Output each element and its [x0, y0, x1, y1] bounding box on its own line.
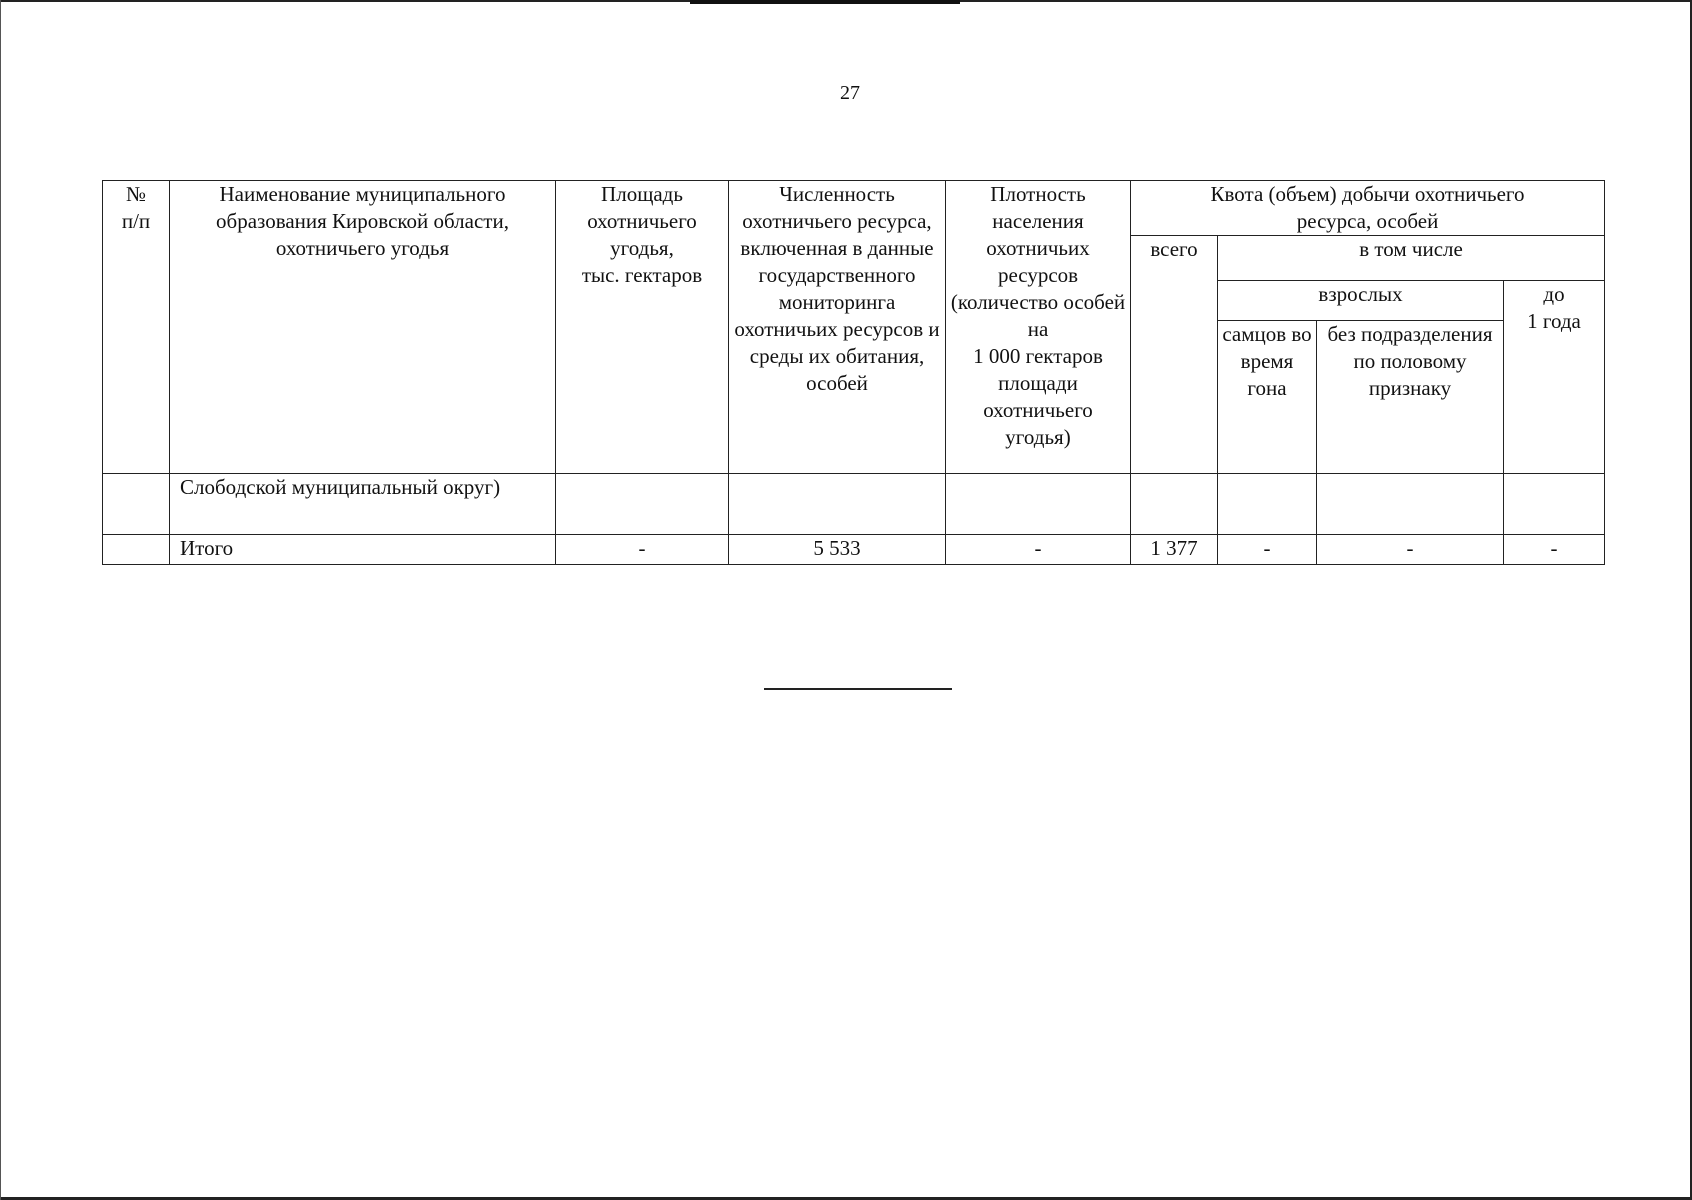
header-count: Численность охотничьего ресурса, включенная в данные государственного мониторинга охотничьих ресурсов и среды их обитания, особей	[729, 181, 946, 474]
header-name: Наименование муниципального образования Кировской области, охотничьего угодья	[170, 181, 556, 474]
scan-border-top-mark	[690, 0, 960, 4]
header-including: в том числе	[1218, 236, 1605, 281]
header-males-rut: самцов во время гона	[1218, 321, 1317, 474]
page-number: 27	[840, 82, 860, 104]
header-under-1-year: до 1 года	[1504, 281, 1605, 474]
total-males-rut: -	[1218, 535, 1317, 565]
document-end-rule	[764, 688, 952, 690]
total-area: -	[556, 535, 729, 565]
header-quota-group: Квота (объем) добычи охотничьего ресурса, особей	[1131, 181, 1605, 236]
header-density: Плотность населения охотничьих ресурсов (количество особей на 1 000 гектаров площади охотничьего угодья)	[946, 181, 1131, 474]
row-under-1-year	[1504, 474, 1605, 535]
scan-border-left	[0, 0, 1, 1200]
total-no-sex-division: -	[1317, 535, 1504, 565]
total-under-1-year: -	[1504, 535, 1605, 565]
total-total: 1 377	[1131, 535, 1218, 565]
header-area: Площадь охотничьего угодья, тыс. гектаров	[556, 181, 729, 474]
row-males-rut	[1218, 474, 1317, 535]
row-density	[946, 474, 1131, 535]
row-count	[729, 474, 946, 535]
table-row	[103, 474, 1605, 535]
row-num	[103, 474, 170, 535]
total-num	[103, 535, 170, 565]
header-row-1	[103, 181, 1605, 236]
row-name: Слободской муниципальный округ)	[170, 474, 556, 535]
row-total	[1131, 474, 1218, 535]
row-area	[556, 474, 729, 535]
total-label: Итого	[170, 535, 556, 565]
header-total: всего	[1131, 236, 1218, 474]
row-no-sex-division	[1317, 474, 1504, 535]
total-density: -	[946, 535, 1131, 565]
total-count: 5 533	[729, 535, 946, 565]
header-no-sex-division: без подразделения по половому признаку	[1317, 321, 1504, 474]
total-row	[103, 535, 1605, 565]
quota-table	[102, 180, 1605, 565]
header-adults: взрослых	[1218, 281, 1504, 321]
header-num: № п/п	[103, 181, 170, 474]
